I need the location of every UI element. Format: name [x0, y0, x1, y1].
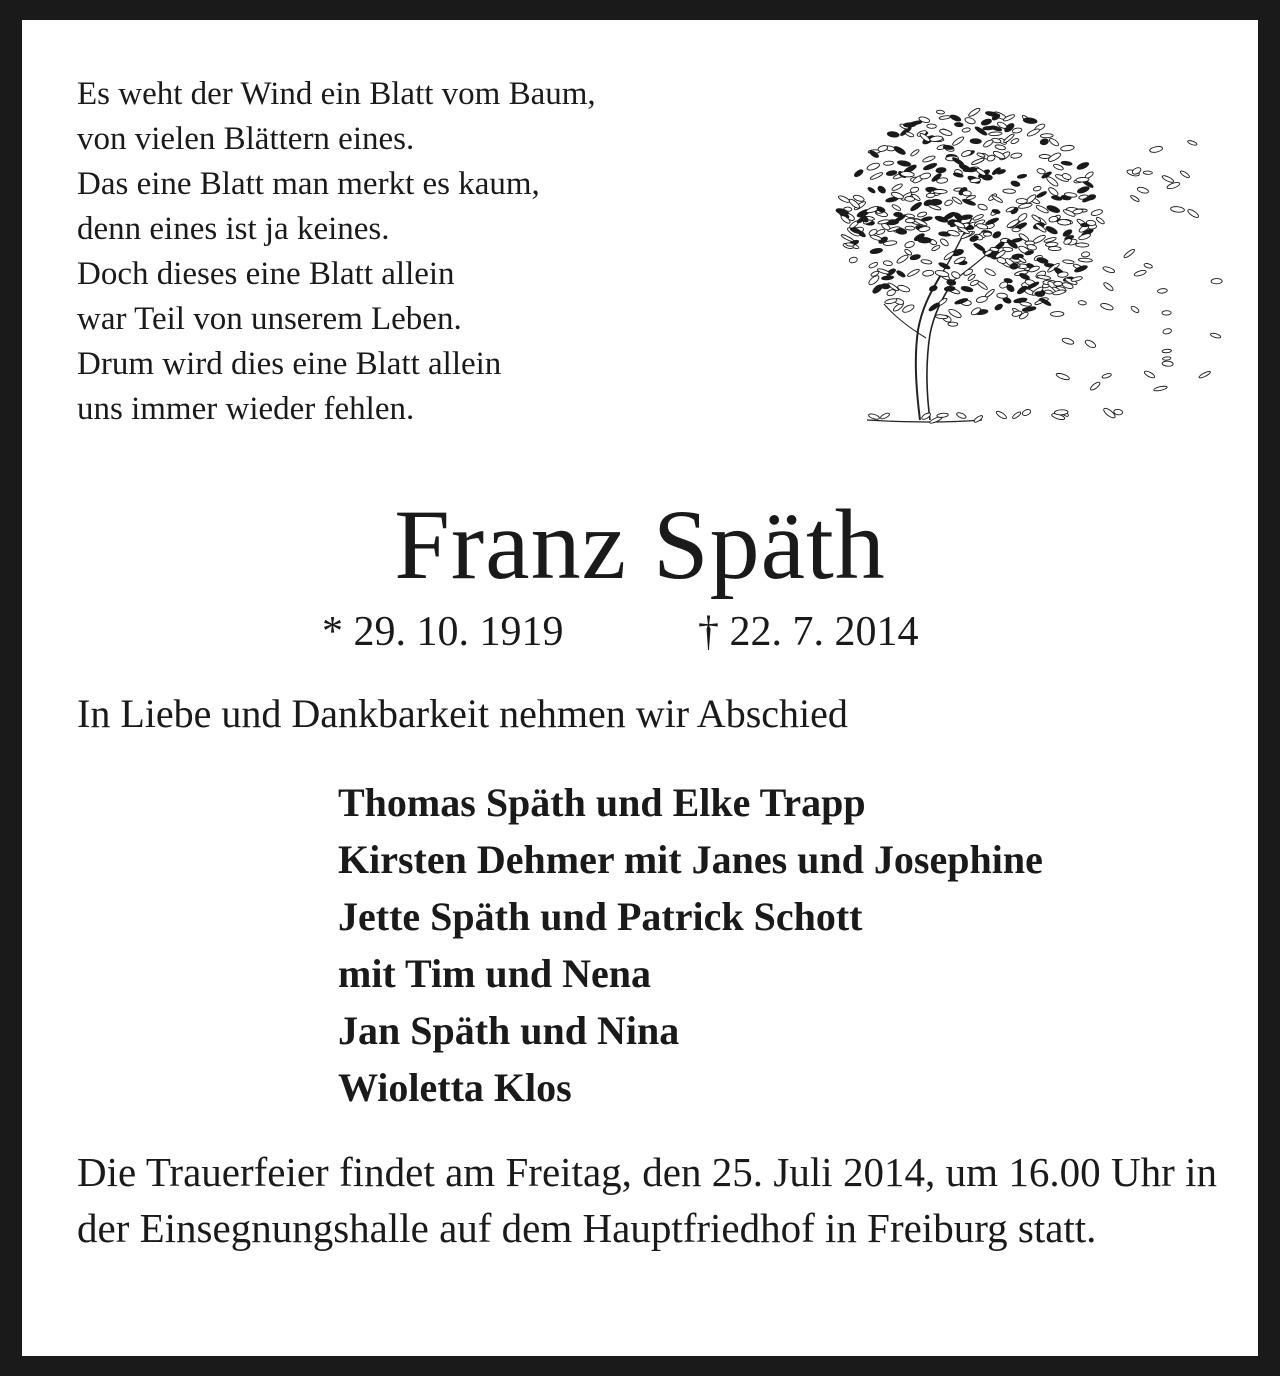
birth-date: * 29. 10. 1919 — [322, 609, 564, 655]
poem — [77, 72, 596, 432]
farewell-line: In Liebe und Dankbarkeit nehmen wir Abschied — [77, 691, 848, 736]
family-member: Thomas Späth und Elke Trapp — [338, 780, 866, 825]
poem-line: Das eine Blatt man merkt es kaum, — [77, 166, 540, 202]
deceased-name: Franz Späth — [394, 489, 886, 600]
family-member: Wioletta Klos — [338, 1065, 572, 1110]
family-list — [338, 774, 1043, 1116]
leaf-cluster — [835, 107, 1222, 424]
family-member: Kirsten Dehmer mit Janes und Josephine — [338, 837, 1043, 882]
service-notice: Die Trauerfeier findet am Freitag, den 25. Juli 2014, um 16.00 Uhr in der Einsegnungshalle auf dem Hauptfriedhof in Freiburg statt. — [77, 1149, 1217, 1251]
wind-blown-tree-icon — [792, 68, 1232, 438]
family-member: mit Tim und Nena — [338, 951, 652, 996]
death-date: † 22. 7. 2014 — [698, 609, 919, 655]
obituary-card — [22, 20, 1258, 1356]
poem-line: denn eines ist ja keines. — [77, 211, 390, 247]
poem-line: Es weht der Wind ein Blatt vom Baum, — [77, 76, 596, 112]
family-member: Jette Späth und Patrick Schott — [338, 894, 863, 939]
poem-line: uns immer wieder fehlen. — [77, 391, 415, 427]
poem-line: war Teil von unserem Leben. — [77, 301, 462, 337]
poem-line: Doch dieses eine Blatt allein — [77, 256, 455, 292]
poem-line: Drum wird dies eine Blatt allein — [77, 346, 502, 382]
family-member: Jan Späth und Nina — [338, 1008, 680, 1053]
poem-line: von vielen Blättern eines. — [77, 121, 415, 157]
